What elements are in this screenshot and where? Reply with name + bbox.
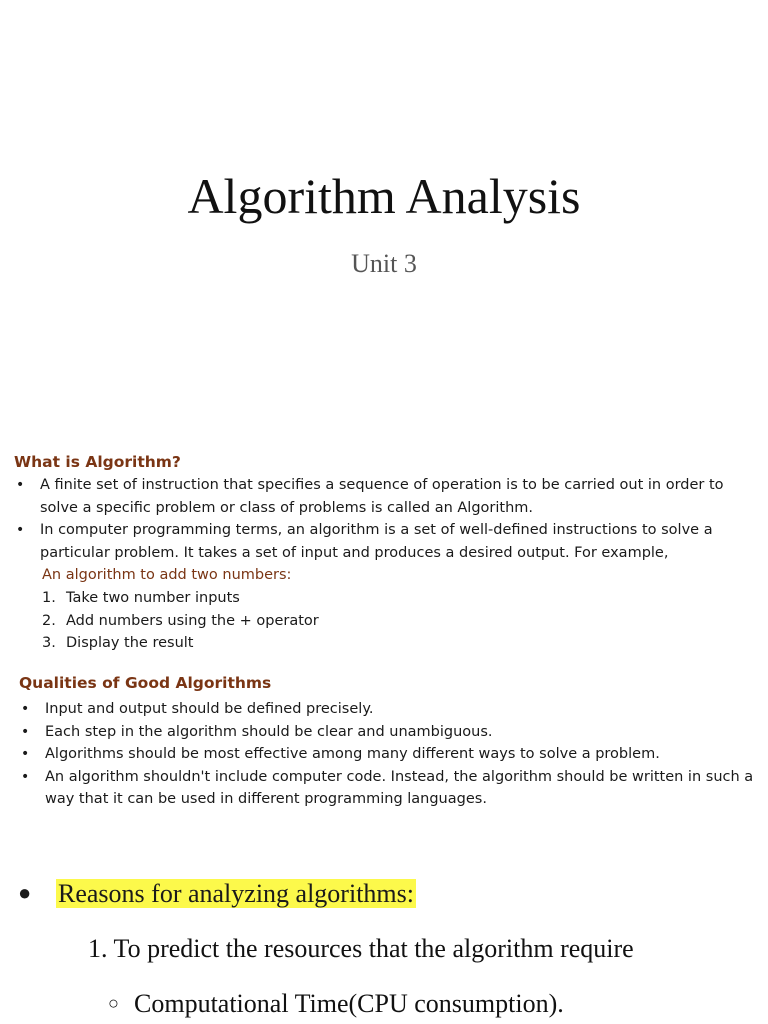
highlighted-text: Reasons for analyzing algorithms:	[58, 879, 414, 908]
reason-item-1: 1. To predict the resources that the algorithm require	[88, 934, 634, 963]
list-item: 1. Take two number inputs	[42, 590, 240, 606]
list-item: • A finite set of instruction that specifies a sequence of operation is to be carried out in order to solve a specific problem or class of problems is called an Algorithm.	[40, 474, 758, 519]
bullet-icon: •	[16, 522, 25, 538]
page-title: Algorithm Analysis	[187, 168, 581, 224]
hollow-bullet-icon: ○	[108, 993, 119, 1013]
list-item: • Input and output should be defined precisely.	[45, 698, 758, 721]
list-item: 2. Add numbers using the + operator	[42, 612, 319, 629]
what-is-bullets	[16, 474, 758, 564]
reason-subitem-1: ○ Computational Time(CPU consumption).	[108, 986, 564, 1021]
bullet-icon: •	[21, 723, 30, 740]
example-intro: An algorithm to add two numbers:	[42, 567, 292, 583]
what-is-heading: What is Algorithm?	[14, 453, 181, 471]
qualities-bullets	[21, 698, 758, 811]
bullet-icon: •	[16, 477, 25, 493]
reasons-heading	[18, 876, 416, 911]
example-steps	[42, 587, 319, 655]
list-item: • Algorithms should be most effective among many different ways to solve a problem.	[45, 743, 758, 766]
bullet-icon: •	[21, 768, 30, 785]
bullet-icon: ●	[18, 880, 32, 905]
unit-subtitle: Unit 3	[351, 249, 417, 278]
bullet-icon: •	[21, 701, 30, 717]
bullet-icon: •	[21, 746, 30, 762]
list-item: • Each step in the algorithm should be clear and unambiguous.	[45, 721, 758, 744]
list-item: 3. Display the result	[42, 635, 194, 651]
qualities-heading: Qualities of Good Algorithms	[19, 674, 272, 692]
list-item: • An algorithm shouldn't include computer code. Instead, the algorithm should be written in such a way that it can be used in different programming languages.	[45, 766, 758, 811]
list-item: • In computer programming terms, an algorithm is a set of well-defined instructions to solve a particular problem. It takes a set of input and produces a desired output. For example,	[40, 519, 758, 564]
